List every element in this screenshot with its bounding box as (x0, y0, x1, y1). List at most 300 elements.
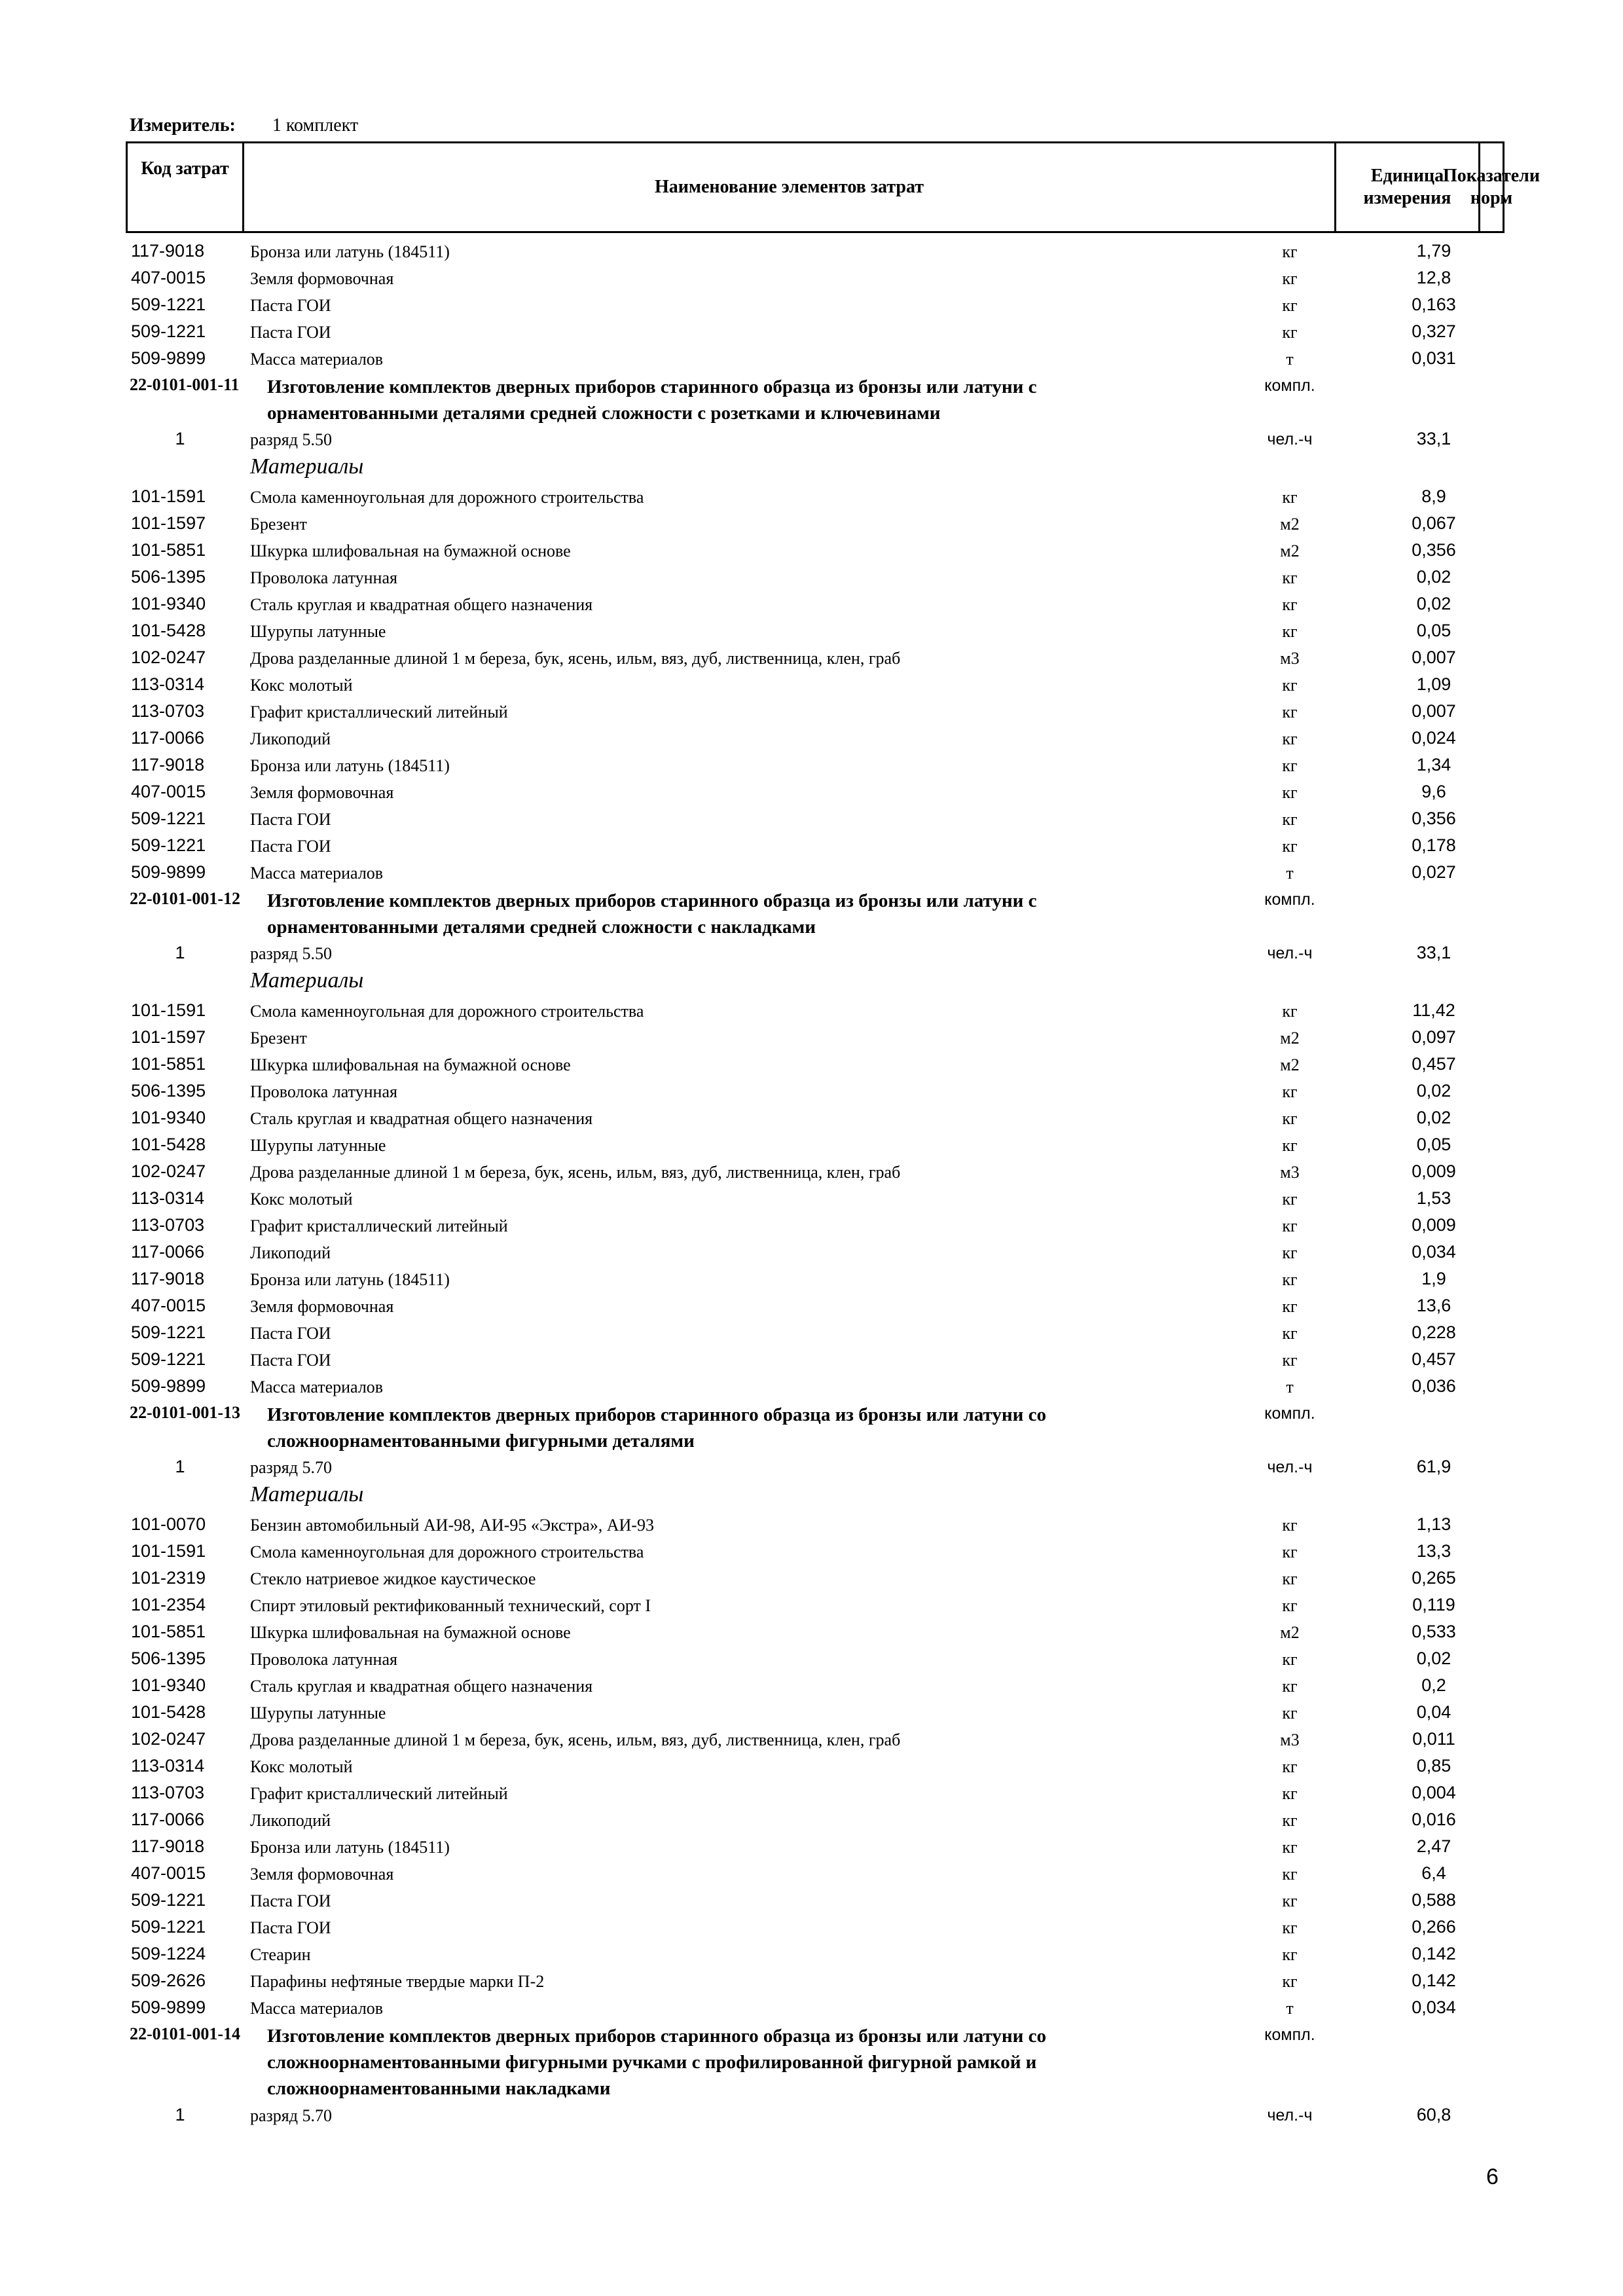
item-name: Смола каменноугольная для дорожного строительства (250, 1002, 644, 1021)
item-name: Дрова разделанные длиной 1 м береза, бук, ясень, ильм, вяз, дуб, лиственница, клен, граб (250, 1163, 901, 1182)
labor-code: 1 (175, 2105, 185, 2124)
item-unit: кг (1282, 1109, 1298, 1128)
item-value: 0,034 (1412, 1242, 1456, 1262)
item-code: 509-9899 (131, 348, 206, 368)
materials-heading-row (0, 453, 1623, 484)
item-code: 101-5428 (131, 1702, 206, 1722)
item-name: Шурупы латунные (250, 1704, 386, 1722)
item-value: 1,53 (1416, 1188, 1451, 1208)
item-value: 0,011 (1412, 1729, 1455, 1749)
section-title: Изготовление комплектов дверных приборов старинного образца из бронзы или латуни со сложноорнаментованными фигурными деталями (267, 1404, 1046, 1451)
item-unit: кг (1282, 1243, 1298, 1262)
table-row (0, 806, 1623, 833)
item-value: 0,007 (1412, 647, 1456, 667)
item-code: 509-1221 (131, 1322, 206, 1342)
item-name: Паста ГОИ (250, 1891, 331, 1910)
item-unit: кг (1282, 1569, 1298, 1588)
item-value: 0,036 (1412, 1376, 1456, 1396)
item-value: 0,009 (1412, 1161, 1456, 1181)
item-value: 0,027 (1412, 862, 1456, 882)
item-name: Сталь круглая и квадратная общего назначения (250, 1677, 593, 1696)
table-row (0, 1834, 1623, 1861)
item-name: Шкурка шлифовальная на бумажной основе (250, 541, 571, 560)
item-unit: кг (1282, 1838, 1298, 1857)
item-code: 113-0703 (131, 701, 205, 721)
item-unit: м2 (1280, 1623, 1300, 1642)
table-row (0, 1753, 1623, 1780)
item-code: 113-0314 (131, 1756, 205, 1776)
item-unit: кг (1282, 1216, 1298, 1235)
labor-name: разряд 5.50 (250, 944, 332, 963)
item-value: 1,13 (1416, 1514, 1451, 1534)
item-name: Масса материалов (250, 1377, 384, 1396)
labor-row (0, 940, 1623, 967)
table-row (0, 998, 1623, 1025)
item-code: 407-0015 (131, 1863, 206, 1883)
item-unit: кг (1282, 783, 1298, 802)
item-unit: кг (1282, 1082, 1298, 1101)
item-value: 1,9 (1421, 1269, 1446, 1288)
item-unit: кг (1282, 488, 1298, 507)
item-value: 0,119 (1412, 1595, 1455, 1614)
item-name: Земля формовочная (250, 1297, 394, 1316)
item-value: 0,265 (1412, 1568, 1456, 1588)
item-unit: кг (1282, 1811, 1298, 1830)
item-name: Бронза или латунь (184511) (250, 1838, 450, 1857)
item-name: Спирт этиловый ректификованный технический, сорт I (250, 1596, 651, 1615)
item-value: 0,142 (1412, 1971, 1456, 1990)
labor-code: 1 (175, 429, 185, 448)
table-row (0, 1914, 1623, 1941)
item-code: 509-1221 (131, 1917, 206, 1937)
item-value: 6,4 (1421, 1863, 1446, 1883)
section-unit: компл. (1264, 890, 1315, 909)
labor-unit: чел.-ч (1267, 944, 1313, 962)
item-unit: кг (1282, 1324, 1298, 1343)
item-name: Сталь круглая и квадратная общего назначения (250, 595, 593, 614)
table-row (0, 725, 1623, 752)
table-row (0, 1861, 1623, 1887)
item-code: 509-1221 (131, 809, 206, 828)
item-value: 0,016 (1412, 1810, 1456, 1829)
labor-unit: чел.-ч (1267, 2106, 1313, 2124)
labor-code: 1 (175, 1457, 185, 1476)
item-code: 407-0015 (131, 1296, 206, 1315)
item-code: 101-1597 (131, 513, 206, 533)
item-unit: м3 (1280, 1163, 1300, 1182)
item-code: 102-0247 (131, 1729, 206, 1749)
labor-code: 1 (175, 943, 185, 962)
item-value: 2,47 (1416, 1836, 1451, 1856)
item-name: Графит кристаллический литейный (250, 702, 508, 721)
item-name: Шкурка шлифовальная на бумажной основе (250, 1623, 571, 1642)
item-code: 509-1221 (131, 1349, 206, 1369)
item-code: 509-1221 (131, 835, 206, 855)
item-name: Паста ГОИ (250, 1918, 331, 1937)
header-norm (1442, 143, 1541, 231)
item-code: 117-9018 (131, 755, 205, 774)
labor-name: разряд 5.70 (250, 1458, 332, 1477)
item-code: 101-0070 (131, 1514, 206, 1534)
item-value: 0,457 (1412, 1349, 1456, 1369)
item-unit: кг (1282, 595, 1298, 614)
item-name: Стекло натриевое жидкое каустическое (250, 1569, 536, 1588)
labor-name: разряд 5.70 (250, 2106, 332, 2125)
item-value: 0,533 (1412, 1622, 1456, 1641)
item-name: Проволока латунная (250, 1650, 397, 1669)
item-value: 0,142 (1412, 1944, 1456, 1963)
item-value: 13,6 (1416, 1296, 1451, 1315)
item-name: Масса материалов (250, 1999, 384, 2018)
item-unit: кг (1282, 1516, 1298, 1535)
meter-line (130, 115, 358, 136)
item-code: 101-9340 (131, 1675, 206, 1695)
item-code: 509-9899 (131, 862, 206, 882)
section-unit: компл. (1264, 1404, 1315, 1423)
table-row (0, 1619, 1623, 1646)
item-unit: кг (1282, 1891, 1298, 1910)
item-value: 0,356 (1412, 809, 1456, 828)
item-value: 0,327 (1412, 321, 1456, 341)
item-value: 0,067 (1412, 513, 1456, 533)
item-value: 0,85 (1416, 1756, 1451, 1776)
item-code: 509-1224 (131, 1944, 206, 1963)
table-row (0, 1320, 1623, 1347)
item-value: 0,02 (1416, 1108, 1451, 1127)
item-value: 0,007 (1412, 701, 1456, 721)
item-value: 0,178 (1412, 835, 1456, 855)
item-code: 407-0015 (131, 782, 206, 801)
item-unit: кг (1282, 323, 1298, 342)
table-row (0, 1374, 1623, 1400)
item-name: Масса материалов (250, 350, 384, 369)
item-code: 117-9018 (131, 241, 205, 261)
table-row (0, 1968, 1623, 1995)
item-value: 0,356 (1412, 540, 1456, 560)
materials-heading-row (0, 967, 1623, 998)
item-value: 1,34 (1416, 755, 1451, 774)
item-code: 113-0314 (131, 674, 205, 694)
item-value: 0,588 (1412, 1890, 1456, 1910)
item-name: Парафины нефтяные твердые марки П-2 (250, 1972, 545, 1991)
item-unit: кг (1282, 1596, 1298, 1615)
item-code: 117-0066 (131, 1242, 205, 1262)
table-row (0, 1025, 1623, 1051)
item-name: Кокс молотый (250, 1190, 353, 1209)
item-unit: кг (1282, 1865, 1298, 1884)
item-code: 509-1221 (131, 295, 206, 314)
item-unit: кг (1282, 1002, 1298, 1021)
item-value: 1,79 (1416, 241, 1451, 261)
materials-heading: Материалы (250, 1482, 364, 1506)
section-row (0, 2022, 1623, 2102)
item-code: 117-0066 (131, 728, 205, 748)
item-code: 113-0703 (131, 1215, 205, 1235)
table-row (0, 645, 1623, 672)
item-value: 1,09 (1416, 674, 1451, 694)
item-value: 0,02 (1416, 594, 1451, 613)
meter-value: 1 комплект (272, 115, 359, 136)
item-code: 101-5428 (131, 1135, 206, 1154)
item-code: 509-1221 (131, 321, 206, 341)
item-unit: м2 (1280, 1029, 1300, 1048)
item-unit: т (1286, 1999, 1294, 2018)
labor-value: 33,1 (1416, 429, 1451, 448)
table-row (0, 319, 1623, 346)
item-code: 101-5428 (131, 621, 206, 640)
item-value: 0,02 (1416, 567, 1451, 587)
item-code: 509-9899 (131, 1997, 206, 2017)
item-name: Паста ГОИ (250, 837, 331, 856)
item-code: 509-2626 (131, 1971, 206, 1990)
item-unit: кг (1282, 1270, 1298, 1289)
item-unit: кг (1282, 1784, 1298, 1803)
item-name: Шурупы латунные (250, 622, 386, 641)
item-unit: кг (1282, 676, 1298, 695)
table-row (0, 265, 1623, 292)
item-value: 0,163 (1412, 295, 1456, 314)
item-name: Шкурка шлифовальная на бумажной основе (250, 1055, 571, 1074)
item-code: 117-9018 (131, 1269, 205, 1288)
section-row (0, 373, 1623, 426)
item-code: 506-1395 (131, 567, 206, 587)
table-row (0, 779, 1623, 806)
table-row (0, 1293, 1623, 1320)
item-unit: т (1286, 350, 1294, 369)
item-code: 101-1591 (131, 486, 206, 506)
table-row (0, 1159, 1623, 1186)
table-row (0, 1995, 1623, 2022)
item-name: Графит кристаллический литейный (250, 1216, 508, 1235)
labor-row (0, 426, 1623, 453)
item-value: 13,3 (1416, 1541, 1451, 1561)
item-name: Дрова разделанные длиной 1 м береза, бук, ясень, ильм, вяз, дуб, лиственница, клен, граб (250, 649, 901, 668)
table-row (0, 1239, 1623, 1266)
item-name: Брезент (250, 515, 307, 534)
header-unit-line1: Единица (1370, 166, 1444, 186)
item-unit: кг (1282, 1918, 1298, 1937)
item-unit: кг (1282, 702, 1298, 721)
item-name: Паста ГОИ (250, 1351, 331, 1370)
item-unit: м3 (1280, 649, 1300, 668)
labor-value: 61,9 (1416, 1457, 1451, 1476)
item-unit: кг (1282, 1190, 1298, 1209)
header-name: Наименование элементов затрат (244, 143, 1336, 231)
table-row (0, 1941, 1623, 1968)
item-unit: т (1286, 864, 1294, 883)
table-row (0, 511, 1623, 538)
section-code: 22-0101-001-14 (130, 2024, 240, 2043)
labor-row (0, 2102, 1623, 2129)
item-unit: м2 (1280, 515, 1300, 534)
item-code: 101-2354 (131, 1595, 206, 1614)
item-unit: кг (1282, 1136, 1298, 1155)
labor-row (0, 1454, 1623, 1481)
table-body (0, 238, 1623, 2129)
table-row (0, 1186, 1623, 1212)
item-value: 0,266 (1412, 1917, 1456, 1937)
item-name: Кокс молотый (250, 676, 353, 695)
table-row (0, 1539, 1623, 1565)
item-name: Ликоподий (250, 729, 331, 748)
item-unit: кг (1282, 756, 1298, 775)
item-code: 101-1591 (131, 1541, 206, 1561)
item-name: Стеарин (250, 1945, 311, 1964)
item-unit: кг (1282, 1972, 1298, 1991)
item-unit: кг (1282, 296, 1298, 315)
table-row (0, 618, 1623, 645)
table-row (0, 1051, 1623, 1078)
table-row (0, 346, 1623, 373)
table-row (0, 833, 1623, 860)
item-value: 0,034 (1412, 1997, 1456, 2017)
item-name: Земля формовочная (250, 1865, 394, 1884)
section-unit: компл. (1264, 2026, 1315, 2044)
item-value: 0,024 (1412, 728, 1456, 748)
item-unit: кг (1282, 568, 1298, 587)
table-row (0, 1887, 1623, 1914)
item-name: Паста ГОИ (250, 810, 331, 829)
header-unit-line2: измерения (1363, 188, 1451, 208)
section-row (0, 1400, 1623, 1454)
item-unit: кг (1282, 837, 1298, 856)
item-code: 509-1221 (131, 1890, 206, 1910)
item-unit: кг (1282, 1297, 1298, 1316)
item-unit: м2 (1280, 541, 1300, 560)
section-code: 22-0101-001-13 (130, 1403, 240, 1422)
item-value: 8,9 (1421, 486, 1446, 506)
item-value: 9,6 (1421, 782, 1446, 801)
table-row (0, 672, 1623, 699)
item-name: Бронза или латунь (184511) (250, 756, 450, 775)
item-unit: кг (1282, 242, 1298, 261)
item-code: 506-1395 (131, 1649, 206, 1668)
table-row (0, 1212, 1623, 1239)
table-row (0, 1347, 1623, 1374)
header-norm-line1: Показатели (1442, 166, 1541, 186)
item-value: 0,05 (1416, 621, 1451, 640)
item-code: 113-0314 (131, 1188, 205, 1208)
item-value: 0,004 (1412, 1783, 1456, 1802)
labor-unit: чел.-ч (1267, 430, 1313, 448)
table-row (0, 1700, 1623, 1726)
table-row (0, 564, 1623, 591)
item-value: 0,009 (1412, 1215, 1456, 1235)
item-name: Паста ГОИ (250, 1324, 331, 1343)
section-title: Изготовление комплектов дверных приборов старинного образца из бронзы или латуни с орнаментованными деталями средней сложности с накладками (267, 890, 1037, 938)
item-unit: кг (1282, 1945, 1298, 1964)
table-row (0, 1512, 1623, 1539)
item-code: 407-0015 (131, 268, 206, 287)
item-unit: т (1286, 1377, 1294, 1396)
item-code: 102-0247 (131, 1161, 206, 1181)
labor-name: разряд 5.50 (250, 430, 332, 449)
item-name: Земля формовочная (250, 269, 394, 288)
item-name: Ликоподий (250, 1243, 331, 1262)
item-name: Сталь круглая и квадратная общего назначения (250, 1109, 593, 1128)
item-code: 101-5851 (131, 1622, 206, 1641)
section-unit: компл. (1264, 376, 1315, 395)
table-row (0, 292, 1623, 319)
item-name: Паста ГОИ (250, 296, 331, 315)
item-value: 0,031 (1412, 348, 1456, 368)
item-unit: кг (1282, 622, 1298, 641)
item-value: 0,097 (1412, 1027, 1456, 1047)
labor-unit: чел.-ч (1267, 1458, 1313, 1476)
table-row (0, 1105, 1623, 1132)
item-name: Бензин автомобильный АИ-98, АИ-95 «Экстра», АИ-93 (250, 1516, 654, 1535)
item-name: Шурупы латунные (250, 1136, 386, 1155)
item-unit: кг (1282, 729, 1298, 748)
table-row (0, 1132, 1623, 1159)
table-row (0, 484, 1623, 511)
page-number: 6 (1486, 2164, 1499, 2189)
item-name: Кокс молотый (250, 1757, 353, 1776)
item-code: 101-1591 (131, 1000, 206, 1020)
section-row (0, 886, 1623, 940)
item-name: Земля формовочная (250, 783, 394, 802)
item-value: 0,02 (1416, 1081, 1451, 1101)
table-row (0, 752, 1623, 779)
item-name: Смола каменноугольная для дорожного строительства (250, 1542, 644, 1561)
item-value: 0,05 (1416, 1135, 1451, 1154)
item-code: 101-9340 (131, 1108, 206, 1127)
item-code: 101-2319 (131, 1568, 206, 1588)
item-name: Проволока латунная (250, 1082, 397, 1101)
table-row (0, 238, 1623, 265)
meter-label: Измеритель: (130, 115, 236, 136)
table-row (0, 1592, 1623, 1619)
item-name: Графит кристаллический литейный (250, 1784, 508, 1803)
item-value: 11,42 (1412, 1000, 1455, 1020)
table-row (0, 699, 1623, 725)
item-name: Брезент (250, 1029, 307, 1048)
section-code: 22-0101-001-12 (130, 889, 240, 908)
item-name: Проволока латунная (250, 568, 397, 587)
item-code: 117-0066 (131, 1810, 205, 1829)
item-name: Бронза или латунь (184511) (250, 1270, 450, 1289)
item-value: 0,2 (1421, 1675, 1446, 1695)
item-value: 0,04 (1416, 1702, 1451, 1722)
item-code: 102-0247 (131, 647, 206, 667)
table-row (0, 1807, 1623, 1834)
item-value: 0,02 (1416, 1649, 1451, 1668)
header-norm-line2: норм (1470, 188, 1513, 208)
item-unit: кг (1282, 1757, 1298, 1776)
item-code: 117-9018 (131, 1836, 205, 1856)
table-row (0, 1726, 1623, 1753)
table-row (0, 1646, 1623, 1673)
table-row (0, 1673, 1623, 1700)
item-code: 101-5851 (131, 1054, 206, 1074)
item-code: 509-9899 (131, 1376, 206, 1396)
table-row (0, 1078, 1623, 1105)
item-code: 113-0703 (131, 1783, 205, 1802)
table-row (0, 1565, 1623, 1592)
table-row (0, 1266, 1623, 1293)
item-unit: кг (1282, 1704, 1298, 1722)
item-unit: кг (1282, 1542, 1298, 1561)
header-code: Код затрат (128, 143, 244, 231)
section-code: 22-0101-001-11 (130, 375, 240, 394)
table-row (0, 538, 1623, 564)
item-name: Смола каменноугольная для дорожного строительства (250, 488, 644, 507)
item-name: Ликоподий (250, 1811, 331, 1830)
item-unit: кг (1282, 1650, 1298, 1669)
section-title: Изготовление комплектов дверных приборов старинного образца из бронзы или латуни с орнаментованными деталями средней сложности с розетками и ключевинами (267, 376, 1037, 424)
item-code: 101-9340 (131, 594, 206, 613)
item-value: 0,457 (1412, 1054, 1456, 1074)
